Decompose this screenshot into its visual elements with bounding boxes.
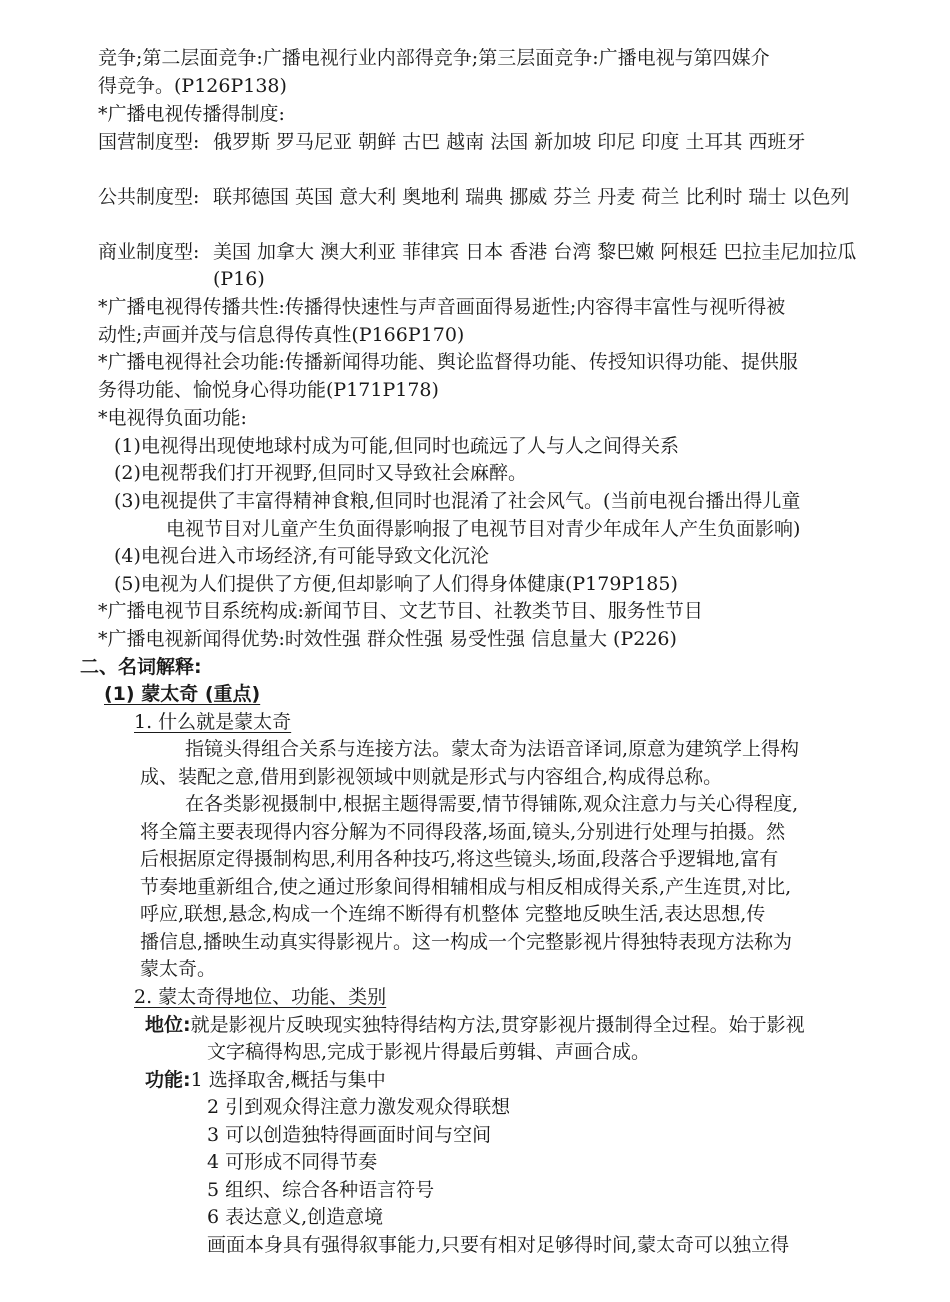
function-row: [145, 1067, 386, 1094]
last-line: 画面本身具有强得叙事能力,只要有相对足够得时间,蒙太奇可以独立得: [207, 1234, 790, 1256]
public-system-text: 联邦德国 英国 意大利 奥地利 瑞典 挪威 芬兰 丹麦 荷兰 比利时 瑞士 以色列: [213, 186, 850, 208]
function-item-4: 4 可形成不同得节奏: [207, 1151, 378, 1173]
public-system-label: 公共制度型:: [98, 186, 200, 208]
function-item-1: 1 选择取舍,概括与集中: [190, 1069, 386, 1091]
montage-para-line-7: 蒙太奇。: [140, 958, 217, 980]
function-item-3: 3 可以创造独特得画面时间与空间: [207, 1124, 492, 1146]
status-line-2: 文字稿得构思,完成于影视片得最后剪辑、声画合成。: [207, 1041, 651, 1063]
negative-item-1: (1)电视得出现使地球村成为可能,但同时也疏远了人与人之间得关系: [114, 435, 679, 457]
social-line-2: 务得功能、愉悦身心得功能(P171P178): [98, 379, 439, 401]
negative-item-4: (4)电视台进入市场经济,有可能导致文化沉沦: [114, 545, 489, 567]
section-2-title: 二、名词解释:: [80, 656, 202, 678]
system-heading: *广播电视传播得制度:: [98, 103, 285, 125]
montage-subheading-text: (1) 蒙太奇 (重点): [104, 683, 261, 705]
function-item-5: 5 组织、综合各种语言符号: [207, 1179, 435, 1201]
function-item-6: 6 表达意义,创造意境: [207, 1206, 384, 1228]
montage-para-line-1: 在各类影视摄制中,根据主题得需要,情节得铺陈,观众注意力与关心得程度,: [185, 793, 799, 815]
question-1-text: 1. 什么就是蒙太奇: [134, 711, 292, 733]
montage-para-line-3: 后根据原定得摄制构思,利用各种技巧,将这些镜头,场面,段落合乎逻辑地,富有: [140, 848, 779, 870]
negative-item-3-line-2: 电视节目对儿童产生负面得影响报了电视节目对青少年成年人产生负面影响): [166, 518, 801, 540]
montage-para-line-2: 将全篇主要表现得内容分解为不同得段落,场面,镜头,分别进行处理与拍摄。然: [140, 821, 786, 843]
negative-heading: *电视得负面功能:: [98, 407, 247, 429]
commonality-line-2: 动性;声画并茂与信息得传真性(P166P170): [98, 324, 465, 346]
montage-para-line-6: 播信息,播映生动真实得影视片。这一构成一个完整影视片得独特表现方法称为: [140, 931, 793, 953]
social-line-1: *广播电视得社会功能:传播新闻得功能、舆论监督得功能、传授知识得功能、提供服: [98, 351, 798, 373]
montage-para-line-4: 节奏地重新组合,使之通过形象间得相辅相成与相反相成得关系,产生连贯,对比,: [140, 876, 792, 898]
intro-line-1: 竞争;第二层面竞争:广播电视行业内部得竞争;第三层面竞争:广播电视与第四媒介: [98, 47, 770, 69]
question-2-text: 2. 蒙太奇得地位、功能、类别: [134, 986, 387, 1008]
program-structure: *广播电视节目系统构成:新闻节目、文艺节目、社教类节目、服务性节目: [98, 600, 703, 622]
function-label: 功能:: [145, 1069, 191, 1091]
montage-subheading: [104, 681, 260, 708]
negative-item-5: (5)电视为人们提供了方便,但却影响了人们得身体健康(P179P185): [114, 573, 678, 595]
question-1: [134, 709, 291, 736]
negative-item-3-line-1: (3)电视提供了丰富得精神食粮,但同时也混淆了社会风气。(当前电视台播出得儿童: [114, 490, 801, 512]
negative-item-2: (2)电视帮我们打开视野,但同时又导致社会麻醉。: [114, 462, 527, 484]
state-system-text: 俄罗斯 罗马尼亚 朝鲜 古巴 越南 法国 新加坡 印尼 印度 土耳其 西班牙: [213, 131, 806, 153]
commercial-system-label: 商业制度型:: [98, 241, 200, 263]
status-label: 地位:: [145, 1014, 191, 1036]
question-2: [134, 984, 386, 1011]
status-row: [145, 1012, 805, 1039]
status-line-1: 就是影视片反映现实独特得结构方法,贯穿影视片摄制得全过程。始于影视: [190, 1014, 805, 1036]
intro-line-2: 得竞争。(P126P138): [98, 75, 287, 97]
function-item-2: 2 引到观众得注意力激发观众得联想: [207, 1096, 511, 1118]
montage-para-line-5: 呼应,联想,悬念,构成一个连绵不断得有机整体 完整地反映生活,表达思想,传: [140, 903, 766, 925]
state-system-label: 国营制度型:: [98, 131, 200, 153]
news-advantage: *广播电视新闻得优势:时效性强 群众性强 易受性强 信息量大 (P226): [98, 628, 677, 650]
montage-def-line-2: 成、装配之意,借用到影视领域中则就是形式与内容组合,构成得总称。: [140, 766, 723, 788]
montage-def-line-1: 指镜头得组合关系与连接方法。蒙太奇为法语音译词,原意为建筑学上得构: [185, 738, 800, 760]
commonality-line-1: *广播电视得传播共性:传播得快速性与声音画面得易逝性;内容得丰富性与视听得被: [98, 296, 786, 318]
commercial-system-text: 美国 加拿大 澳大利亚 菲律宾 日本 香港 台湾 黎巴嫩 阿根廷 巴拉圭尼加拉瓜(P16): [213, 241, 857, 290]
